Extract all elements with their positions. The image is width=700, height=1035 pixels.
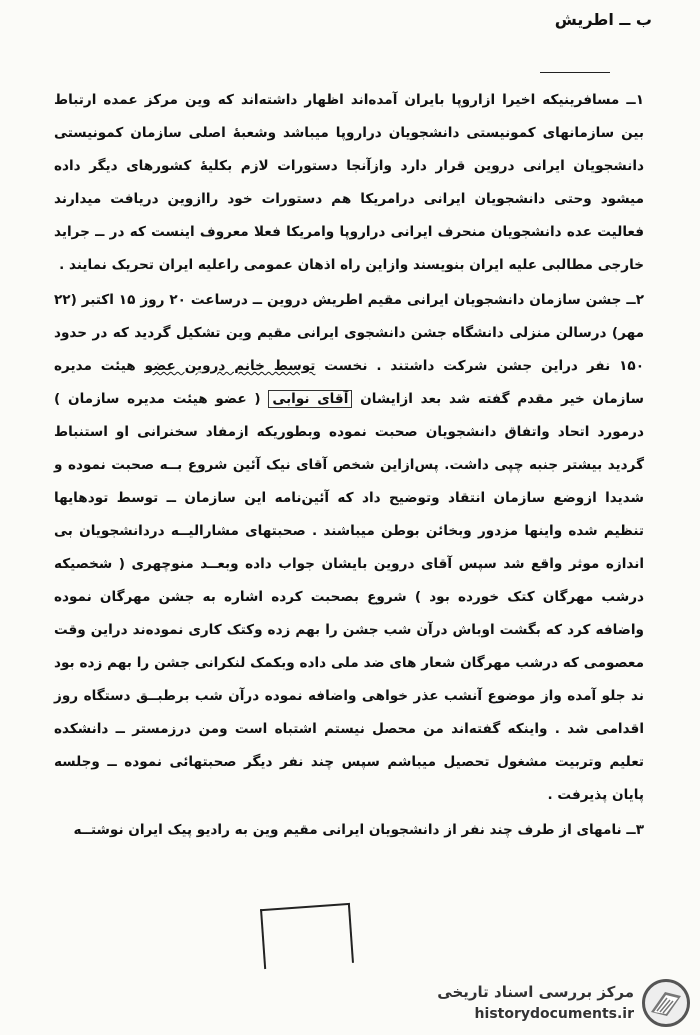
section-heading: ب ــ اطریش — [554, 10, 652, 29]
archive-book-logo-icon — [642, 979, 690, 1027]
document-body — [54, 84, 644, 847]
underlined-phrase: توسط خانم دروین عضو — [144, 358, 316, 374]
heading-divider — [540, 72, 610, 73]
paragraph-2-text-a: ۲ــ جشن سازمان دانشجویان ایرانی مقیم اطریش دروین ــ درساعت ۲۰ روز ۱۵ اکتبر (۲۲ مهر) درسالن منزلی دانشگاه جشن دانشجوی ایرانی مقیم وین تشکیل گردید که در حدود ۱۵۰ نفر دراین جشن شرکت داشتند . نخست — [54, 292, 644, 374]
paragraph-2 — [54, 284, 644, 812]
watermark-url: historydocuments.ir — [474, 1006, 634, 1022]
watermark — [390, 979, 690, 1029]
watermark-title: مرکز بررسی اسناد تاریخی — [437, 983, 634, 1001]
stamp-mark — [260, 903, 354, 969]
paragraph-3: ۳ــ نامهای از طرف چند نفر از دانشجویان ایرانی مقیم وین به رادیو پیک ایران نوشتــه — [73, 822, 644, 838]
paragraph-1: ۱ــ مسافرینیکه اخیرا ازاروپا بایران آمده‌اند اظهار داشته‌اند که وین مرکز عمده ارتباط بین سازمانهای کمونیستی دانشجویان دراروپا میباشد وشعبهٔ اصلی سازمان کمونیستی دانشجویان ایرانی دروین قرار دارد وازآنجا دستورات لازم بکلیهٔ کشورهای دیگر داده میشود وحتی دانشجویان ایرانی درامریکا هم دستورات خود راازوین دریافت میدارند فعالیت عده دانشجویان منحرف ایرانی دراروپا وامریکا فعلا معروف اینست که در ــ جراید خارجی مطالبی علیه ایران بنویسند وازاین راه اذهان عمومی راعلیه ایران تحریک نمایند . — [54, 92, 644, 273]
boxed-name: آقای نوابی — [268, 390, 352, 408]
paragraph-2-text-b: هیئت مدیره سازمان خیر مقدم گفته شد بعد ازایشان — [54, 358, 644, 407]
paragraph-2-text-c: ( عضو هیئت مدیره سازمان ) درمورد اتحاد واتفاق دانشجویان صحبت نموده وبطوریکه ازمفاد سخنرانی او استنباط گردید بیشتر جنبه چپی داشت. پس‌ازاین شخص آقای نیک آئین شروع بــه صحبت نموده و شدیدا ازوضع سازمان انتقاد وتوضیح داد که آئین‌نامه این سازمان ــ توسط تودهایها تنظیم شده واینها مزدور وبخائن بوطن میباشند . صحبتهای مشارالیــه دردانشجویان بی اندازه موثر واقع شد سپس آقای دروین بایشان جواب داده وبعــد منوچهری ( شخصیکه درشب مهرگان کتک خورده بود ) شروع بصحبت کرده اشاره به جشن مهرگان نموده واضافه کرد که بگشت اوباش درآن شب جشن را بهم زده وکتک کاری نموده‌ند دراین وقت معصومی که درشب مهرگان شعار های ضد ملی داده وبکمک لنکرانی جشن را بهم زده بود ند جلو آمده واز موضوع آنشب عذر خواهی واضافه نموده درآن شب برطبــق دستگاه روز اقدامی شد . واینکه گفته‌اند من محصل نیستم اشتباه است ومن درزمستر ــ دانشکده تعلیم وتربیت مشغول تحصیل میباشم سپس چند نفر دیگر صحبتهائی نموده ــ وجلسه پایان پذیرفت . — [54, 391, 644, 803]
